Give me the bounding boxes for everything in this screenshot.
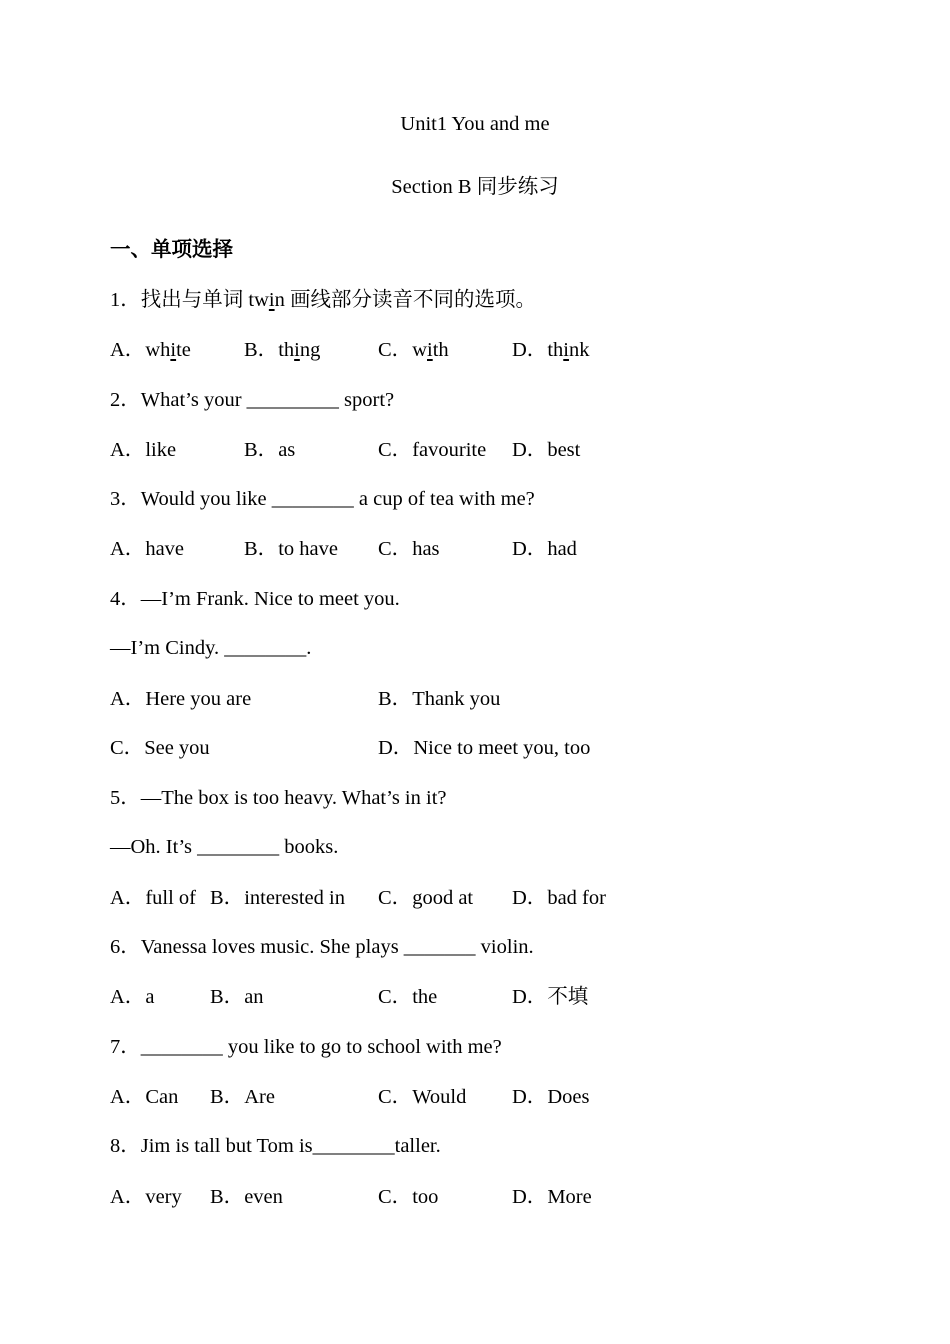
question-2-stem: 2．What’s your _________ sport?	[110, 389, 395, 411]
question-8-option-d: D．More	[512, 1186, 592, 1208]
question-2-option-d: D．best	[512, 439, 581, 461]
question-7-option-c: C．Would	[378, 1086, 467, 1108]
question-3-option-c: C．has	[378, 538, 440, 560]
question-7-option-b: B．Are	[210, 1086, 275, 1108]
question-5-response: —Oh. It’s ________ books.	[110, 836, 339, 858]
question-3-option-d: D．had	[512, 538, 577, 560]
question-4-response: —I’m Cindy. ________.	[110, 637, 312, 659]
question-6-option-c: C．the	[378, 986, 438, 1008]
question-6-option-a: A．a	[110, 986, 155, 1008]
question-6-stem: 6．Vanessa loves music. She plays _______ violin.	[110, 936, 534, 958]
page-subtitle: Section B 同步练习	[391, 176, 559, 198]
question-1-stem: 1．找出与单词 twin 画线部分读音不同的选项。	[110, 289, 536, 311]
question-1-option-b: B．thing	[244, 339, 321, 361]
question-2-option-b: B．as	[244, 439, 296, 461]
question-8-stem: 8．Jim is tall but Tom is________taller.	[110, 1135, 441, 1157]
question-5-option-b: B．interested in	[210, 887, 345, 909]
question-5-option-a: A．full of	[110, 887, 196, 909]
question-4-stem: 4．—I’m Frank. Nice to meet you.	[110, 588, 400, 610]
question-3-option-b: B．to have	[244, 538, 338, 560]
question-4-option-d: D．Nice to meet you, too	[378, 737, 591, 759]
question-7-stem: 7．________ you like to go to school with me?	[110, 1036, 502, 1058]
question-2-option-a: A．like	[110, 439, 177, 461]
question-1-option-c: C．with	[378, 339, 449, 361]
question-3-stem: 3．Would you like ________ a cup of tea with me?	[110, 488, 535, 510]
question-2-option-c: C．favourite	[378, 439, 487, 461]
question-7-option-d: D．Does	[512, 1086, 590, 1108]
question-8-option-b: B．even	[210, 1186, 283, 1208]
question-4-option-a: A．Here you are	[110, 688, 252, 710]
question-8-option-c: C．too	[378, 1186, 439, 1208]
question-1-option-a: A．white	[110, 339, 191, 361]
question-6-option-b: B．an	[210, 986, 264, 1008]
page-title: Unit1 You and me	[400, 113, 550, 135]
question-1-option-d: D．think	[512, 339, 590, 361]
question-3-option-a: A．have	[110, 538, 185, 560]
section-heading: 一、单项选择	[110, 239, 233, 261]
question-4-option-b: B．Thank you	[378, 688, 501, 710]
question-7-option-a: A．Can	[110, 1086, 179, 1108]
question-4-option-c: C．See you	[110, 737, 210, 759]
question-6-option-d: D．不填	[512, 986, 589, 1008]
question-8-option-a: A．very	[110, 1186, 182, 1208]
question-5-option-d: D．bad for	[512, 887, 606, 909]
question-5-option-c: C．good at	[378, 887, 474, 909]
question-5-stem: 5．—The box is too heavy. What’s in it?	[110, 787, 447, 809]
